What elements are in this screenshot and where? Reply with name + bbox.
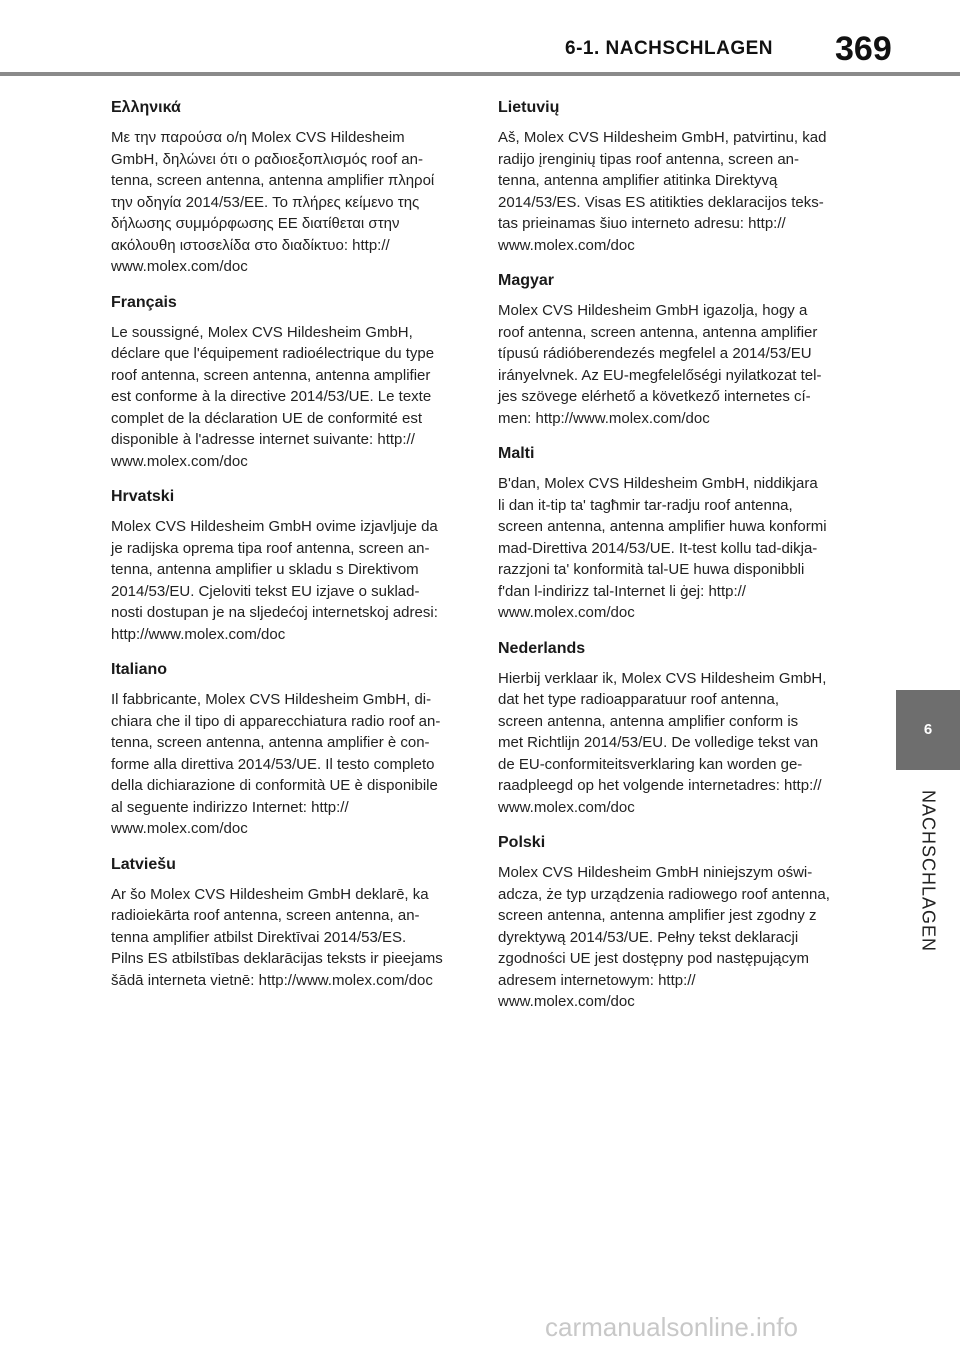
chapter-label-container [896, 790, 960, 953]
declaration-text: Molex CVS Hildesheim GmbH ovime izjavljuje da je radijska oprema tipa roof antenna, screen an- tenna, antenna amplifier u skladu s Direktivom 2014/53/EU. Cjeloviti tekst EU izjave o suklad- nosti dostupan je na sljedećoj internetskoj adresi: http://www.molex.com/doc [111, 518, 438, 643]
declaration-text: Il fabbricante, Molex CVS Hildesheim GmbH, di- chiara che il tipo di apparecchiatura radio roof an- tenna, screen antenna, antenna amplifier è con- forme alla direttiva 2014/53/UE. Il testo completo della dichiarazione di conformità UE è disponibile al seguente indirizzo Internet: http:// www.molex.com/doc [111, 691, 441, 837]
language-section-lithuanian [498, 97, 853, 256]
language-heading: Hrvatski [111, 488, 175, 505]
language-section-french [111, 292, 473, 473]
declaration-text: B'dan, Molex CVS Hildesheim GmbH, niddikjara li dan it-tip ta' tagħmir tar-radju roof antenna, screen antenna, antenna amplifier huwa konformi mad-Direttiva 2014/53/UE. It-test kollu tad-dikja- razzjoni ta' konformità tal-UE huwa disponibbli f'dan l-indirizz tal-Internet li ġej: http:// www.molex.com/doc [498, 475, 827, 621]
page-number: 369 [835, 30, 892, 68]
right-column [498, 97, 853, 1027]
chapter-label: NACHSCHLAGEN [918, 790, 939, 953]
language-section-greek [111, 97, 473, 278]
language-section-maltese [498, 443, 853, 624]
watermark: carmanualsonline.info [545, 1312, 798, 1342]
language-heading: Français [111, 293, 177, 311]
language-section-hungarian [498, 270, 853, 429]
language-section-latvian [111, 854, 473, 992]
left-column [111, 97, 473, 1005]
language-heading: Nederlands [498, 639, 586, 657]
language-section-croatian [111, 486, 473, 645]
declaration-text: Ar šo Molex CVS Hildesheim GmbH deklarē, ka radioiekārta roof antenna, screen antenna, an- tenna amplifier atbilst Direktīvai 2014/53/ES. Pilns ES atbilstības deklarācijas teksts ir pieejams šādā interneta vietnē: http://www.molex.com/doc [111, 885, 443, 989]
language-section-dutch [498, 638, 853, 819]
language-heading: Polski [498, 834, 546, 851]
language-section-polish [498, 832, 853, 1013]
declaration-text: Molex CVS Hildesheim GmbH igazolja, hogy a roof antenna, screen antenna, antenna amplifier típusú rádióberendezés megfelel a 2014/53/EU irányelvnek. Az EU-megfelelőségi nyilatkozat tel- jes szövege elérhető a következő internetes cí- men: http://www.molex.com/doc [498, 302, 822, 427]
language-heading: Italiano [111, 661, 168, 678]
declaration-text: Hierbij verklaar ik, Molex CVS Hildesheim GmbH, dat het type radioapparatuur roof antenna, screen antenna, antenna amplifier conform is met Richtlijn 2014/53/EU. De volledige tekst van de EU-conformiteitsverklaring kan worden ge- raadpleegd op het volgende internetadres: http:// www.molex.com/doc [498, 669, 827, 816]
section-title: 6-1. NACHSCHLAGEN [565, 38, 774, 59]
language-section-italian [111, 659, 473, 840]
declaration-text: Molex CVS Hildesheim GmbH niniejszym oświ- adcza, że typ urządzenia radiowego roof antenna, screen antenna, antenna amplifier jest zgodny z dyrektywą 2014/53/UE. Pełny tekst deklaracji zgodności UE jest dostępny pod następującym adresem internetowym: http:// www.molex.com/doc [498, 864, 830, 1010]
language-heading: Lietuvių [498, 99, 560, 116]
declaration-text: Με την παρούσα ο/η Molex CVS Hildesheim GmbH, δηλώνει ότι ο ραδιοεξοπλισμός roof an- tenna, screen antenna, antenna amplifier πληροί την οδηγία 2014/53/ΕΕ. Το πλήρες κείμενο της δήλωσης συμμόρφωσης ΕΕ διατίθεται στην ακόλουθη ιστοσελίδα στο διαδίκτυο: http:// www.molex.com/doc [111, 129, 435, 275]
chapter-tab [896, 690, 960, 770]
language-heading: Magyar [498, 272, 555, 289]
declaration-text: Aš, Molex CVS Hildesheim GmbH, patvirtinu, kad radijo įrenginių tipas roof antenna, screen an- tenna, antenna amplifier atitinka Direktyvą 2014/53/ES. Visas ES atitikties deklaracijos teks- tas prieinamas šiuo interneto adresu: http:// www.molex.com/doc [498, 129, 827, 254]
language-heading: Latviešu [111, 855, 176, 873]
language-heading: Ελληνικά [111, 99, 181, 116]
chapter-number: 6 [923, 721, 933, 738]
declaration-text: Le soussigné, Molex CVS Hildesheim GmbH, déclare que l'équipement radioélectrique du type roof antenna, screen antenna, antenna amplifier est conforme à la directive 2014/53/UE. Le texte complet de la déclaration UE de conformité est disponible à l'adresse internet suivante: http:// www.molex.com/doc [111, 323, 435, 470]
language-heading: Malti [498, 445, 535, 462]
header-divider [0, 72, 960, 76]
